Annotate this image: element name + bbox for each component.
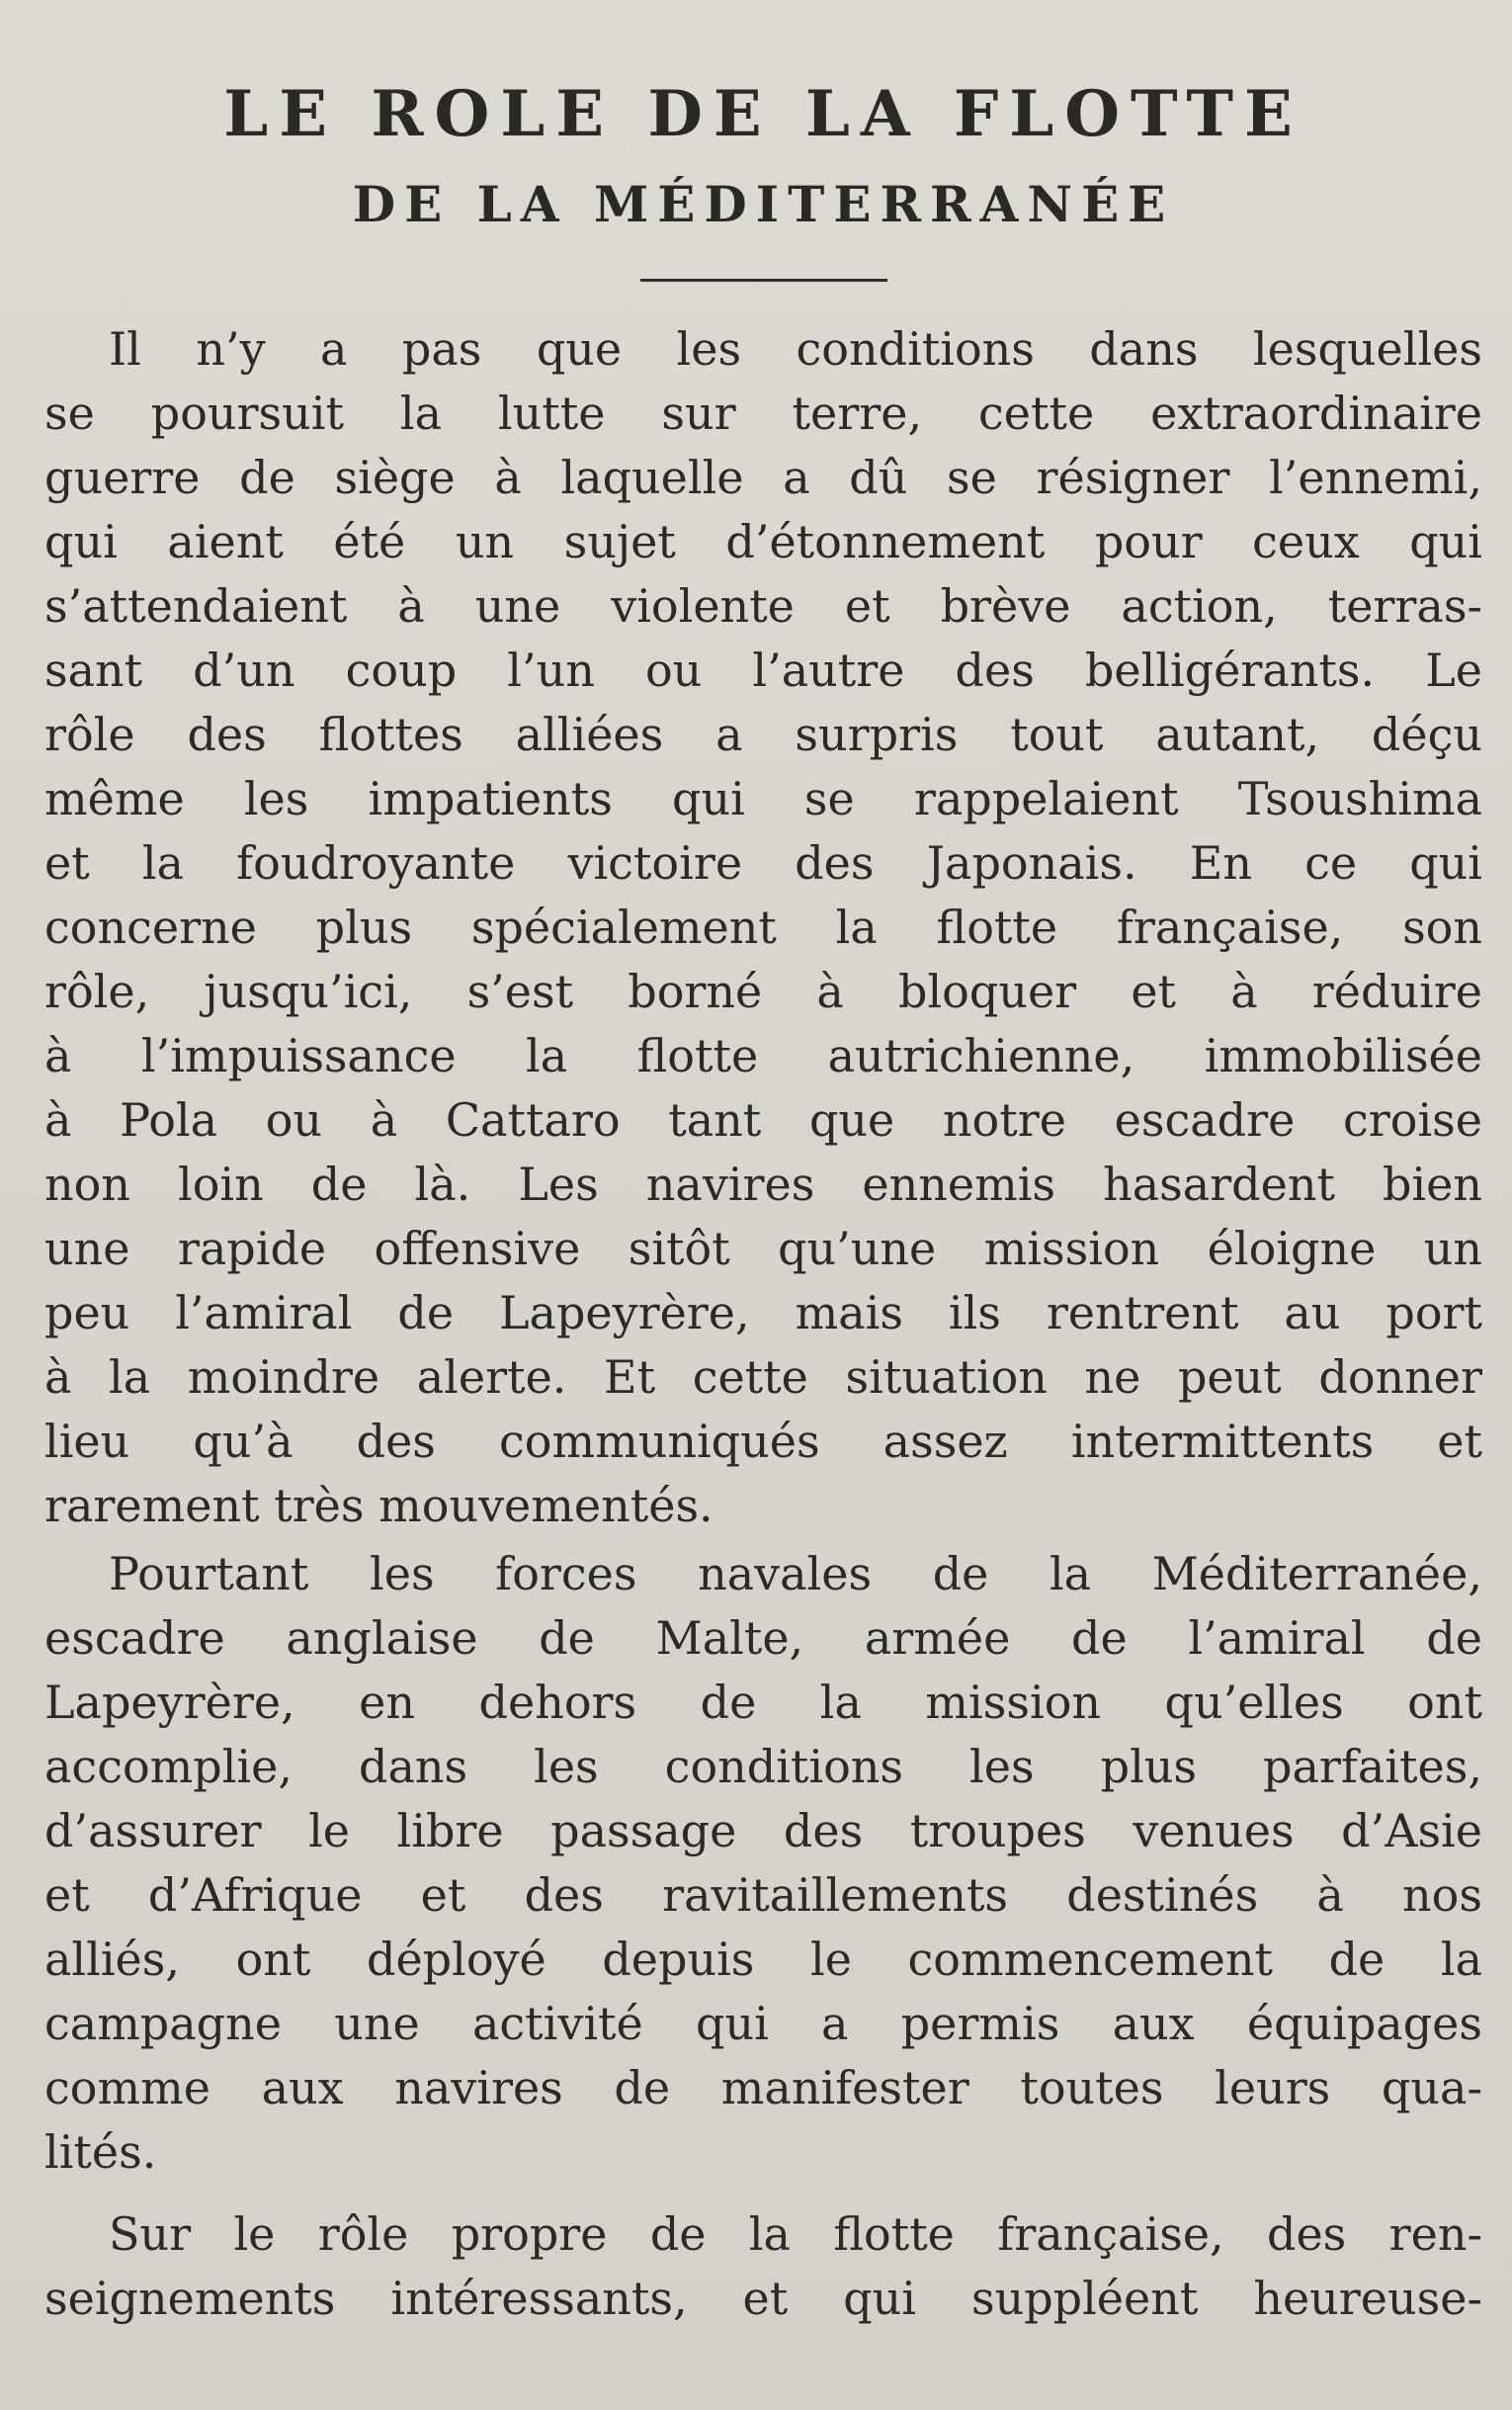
text-line: Il n’y a pas que les conditions dans lesquelles [109, 322, 1482, 376]
text-line: s’attendaient à une violente et brève action, terras- [44, 579, 1482, 633]
text-line: une rapide offensive sitôt qu’une mission éloigne un [44, 1222, 1482, 1275]
text-line: guerre de siège à laquelle a dû se résigner l’ennemi, [44, 451, 1482, 504]
paragraph [44, 2202, 1482, 2331]
text-line: non loin de là. Les navires ennemis hasardent bien [44, 1158, 1482, 1211]
text-line: accomplie, dans les conditions les plus parfaites, [44, 1740, 1482, 1793]
article-body [44, 317, 1482, 2331]
text-line: sant d’un coup l’un ou l’autre des belligérants. Le [44, 644, 1482, 697]
text-line: même les impatients qui se rappelaient Tsoushima [44, 772, 1482, 825]
paragraph [44, 317, 1482, 1538]
article-title: LE ROLE DE LA FLOTTE [223, 77, 1303, 151]
text-line: et d’Afrique et des ravitaillements destinés à nos [44, 1868, 1482, 1922]
paragraph-gap [44, 2185, 1482, 2202]
text-line: rarement très mouvementés. [44, 1479, 714, 1532]
text-line: lités. [44, 2125, 157, 2179]
text-line: à l’impuissance la flotte autrichienne, immobilisée [44, 1029, 1482, 1082]
text-line: à la moindre alerte. Et cette situation ne peut donner [44, 1350, 1482, 1404]
text-line: campagne une activité qui a permis aux équipages [44, 1997, 1482, 2050]
text-line: Lapeyrère, en dehors de la mission qu’elles ont [44, 1676, 1482, 1729]
text-line: peu l’amiral de Lapeyrère, mais ils rentrent au port [44, 1286, 1482, 1339]
text-line: à Pola ou à Cattaro tant que notre escadre croise [44, 1093, 1482, 1147]
title-divider [640, 279, 887, 282]
text-line: escadre anglaise de Malte, armée de l’amiral de [44, 1611, 1482, 1665]
text-line: Sur le rôle propre de la flotte française, des ren- [109, 2207, 1482, 2261]
text-line: lieu qu’à des communiqués assez intermittents et [44, 1415, 1482, 1468]
text-line: alliés, ont déployé depuis le commencement de la [44, 1933, 1482, 1986]
text-line: se poursuit la lutte sur terre, cette extraordinaire [44, 387, 1482, 440]
text-line: qui aient été un sujet d’étonnement pour ceux qui [44, 515, 1482, 568]
text-line: rôle, jusqu’ici, s’est borné à bloquer et à réduire [44, 965, 1482, 1018]
text-line: et la foudroyante victoire des Japonais. En ce qui [44, 836, 1482, 890]
paragraph [44, 1542, 1482, 2185]
text-line: rôle des flottes alliées a surpris tout autant, déçu [44, 708, 1482, 761]
text-line: concerne plus spécialement la flotte française, son [44, 901, 1482, 954]
text-line: seignements intéressants, et qui suppléent heureuse- [44, 2272, 1482, 2325]
text-line: comme aux navires de manifester toutes leurs qua- [44, 2061, 1482, 2114]
text-line: Pourtant les forces navales de la Méditerranée, [109, 1547, 1482, 1600]
article-subtitle: DE LA MÉDITERRANÉE [352, 175, 1175, 233]
text-line: d’assurer le libre passage des troupes venues d’Asie [44, 1804, 1482, 1857]
